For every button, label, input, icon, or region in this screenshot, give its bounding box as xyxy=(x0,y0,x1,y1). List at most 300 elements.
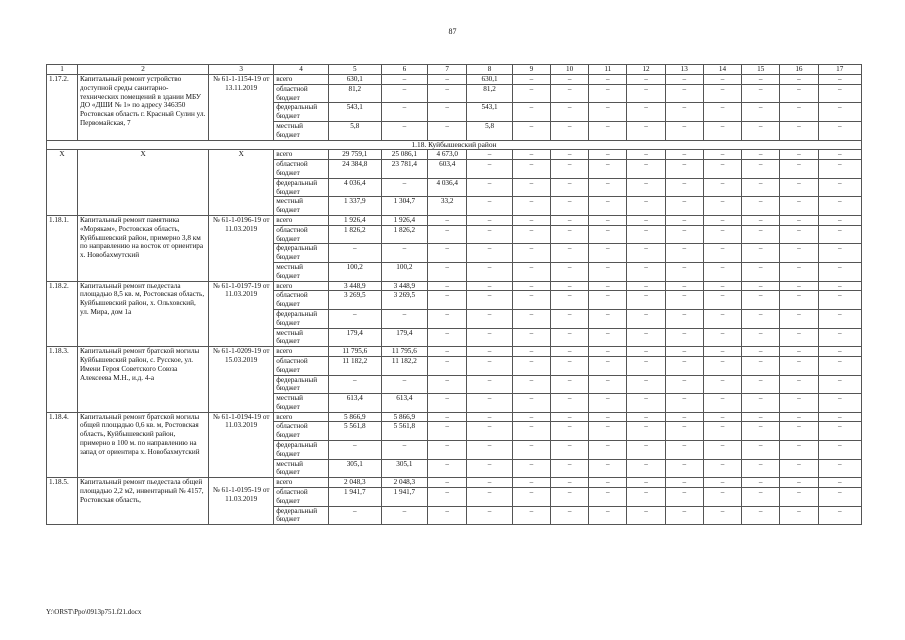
amount-cell: – xyxy=(665,488,703,507)
amount-cell: – xyxy=(589,150,627,160)
amount-cell: – xyxy=(467,309,512,328)
amount-cell: – xyxy=(467,375,512,394)
amount-cell: – xyxy=(703,394,741,413)
amount-cell: – xyxy=(512,215,550,225)
item-code: Х xyxy=(47,150,78,216)
amount-cell: – xyxy=(780,150,818,160)
object-name: Капитальный ремонт памятника «Морякам», Ростовская область, Куйбышевский район, примерно 3,8 км по направлению на восток от ориентира х. Новобахмутский xyxy=(77,215,208,281)
amount-cell: 2 048,3 xyxy=(328,478,381,488)
amount-cell: – xyxy=(512,441,550,460)
amount-cell: – xyxy=(780,244,818,263)
amount-cell: – xyxy=(467,412,512,422)
amount-cell: – xyxy=(627,178,665,197)
object-name: Капитальный ремонт братской могилы Куйбышевский район, с. Русское, ул. Имени Героя Советского Союза Алексеева М.Н., и.д. 4-а xyxy=(77,347,208,413)
amount-cell: – xyxy=(381,103,427,122)
amount-cell: – xyxy=(703,281,741,291)
amount-cell: – xyxy=(780,84,818,103)
amount-cell: 1 941,7 xyxy=(328,488,381,507)
amount-cell: – xyxy=(589,422,627,441)
amount-cell: – xyxy=(627,356,665,375)
amount-cell: – xyxy=(551,197,589,216)
amount-cell: – xyxy=(512,103,550,122)
amount-cell: – xyxy=(742,262,780,281)
amount-cell: 543,1 xyxy=(328,103,381,122)
amount-cell: – xyxy=(780,197,818,216)
expertise-conclusion: № 61-1-0195-19 от 11.03.2019 xyxy=(209,478,274,525)
amount-cell: – xyxy=(742,422,780,441)
amount-cell: – xyxy=(703,347,741,357)
amount-cell: – xyxy=(551,309,589,328)
page-number: 87 xyxy=(448,27,457,36)
funding-source: всего xyxy=(274,347,329,357)
amount-cell: – xyxy=(551,328,589,347)
amount-cell: 81,2 xyxy=(467,84,512,103)
amount-cell: – xyxy=(780,478,818,488)
amount-cell: – xyxy=(703,262,741,281)
amount-cell: – xyxy=(428,441,467,460)
amount-cell: 3 269,5 xyxy=(328,291,381,310)
amount-cell: – xyxy=(512,121,550,140)
table-row xyxy=(47,478,862,488)
amount-cell: – xyxy=(818,347,861,357)
amount-cell: – xyxy=(742,459,780,478)
amount-cell: – xyxy=(780,291,818,310)
amount-cell: – xyxy=(665,441,703,460)
amount-cell: – xyxy=(665,422,703,441)
amount-cell: – xyxy=(703,178,741,197)
amount-cell: – xyxy=(665,215,703,225)
item-code: 1.18.3. xyxy=(47,347,78,413)
amount-cell: – xyxy=(703,441,741,460)
item-code: 1.18.1. xyxy=(47,215,78,281)
amount-cell: – xyxy=(428,225,467,244)
amount-cell: – xyxy=(818,488,861,507)
amount-cell: – xyxy=(665,506,703,525)
amount-cell: – xyxy=(551,225,589,244)
funding-source: областной бюджет xyxy=(274,488,329,507)
column-number: 12 xyxy=(627,65,665,75)
amount-cell: 603,4 xyxy=(428,160,467,179)
expertise-conclusion: № 61-1-0194-19 от 11.03.2019 xyxy=(209,412,274,478)
amount-cell: – xyxy=(467,356,512,375)
amount-cell: – xyxy=(467,244,512,263)
amount-cell: – xyxy=(381,441,427,460)
amount-cell: – xyxy=(627,150,665,160)
amount-cell: – xyxy=(428,412,467,422)
amount-cell: – xyxy=(703,412,741,422)
amount-cell: – xyxy=(627,422,665,441)
amount-cell: – xyxy=(381,75,427,85)
amount-cell: – xyxy=(428,478,467,488)
amount-cell: – xyxy=(428,75,467,85)
amount-cell: – xyxy=(780,356,818,375)
amount-cell: – xyxy=(428,244,467,263)
item-code: 1.17.2. xyxy=(47,75,78,141)
amount-cell: 5 866,9 xyxy=(381,412,427,422)
amount-cell: – xyxy=(428,488,467,507)
funding-source: областной бюджет xyxy=(274,291,329,310)
amount-cell: 4 036,4 xyxy=(328,178,381,197)
amount-cell: – xyxy=(627,84,665,103)
funding-source: федеральный бюджет xyxy=(274,309,329,328)
amount-cell: 630,1 xyxy=(328,75,381,85)
amount-cell: – xyxy=(328,375,381,394)
amount-cell: – xyxy=(589,356,627,375)
column-number: 1 xyxy=(47,65,78,75)
amount-cell: – xyxy=(551,291,589,310)
amount-cell: – xyxy=(428,375,467,394)
amount-cell: 1 337,9 xyxy=(328,197,381,216)
column-number: 8 xyxy=(467,65,512,75)
amount-cell: – xyxy=(589,291,627,310)
amount-cell: – xyxy=(665,75,703,85)
amount-cell: – xyxy=(780,103,818,122)
amount-cell: – xyxy=(467,422,512,441)
amount-cell: – xyxy=(703,103,741,122)
amount-cell: – xyxy=(512,422,550,441)
amount-cell: – xyxy=(467,459,512,478)
amount-cell: 630,1 xyxy=(467,75,512,85)
amount-cell: – xyxy=(665,84,703,103)
amount-cell: – xyxy=(742,121,780,140)
amount-cell: – xyxy=(428,262,467,281)
funding-source: областной бюджет xyxy=(274,84,329,103)
amount-cell: – xyxy=(665,347,703,357)
amount-cell: – xyxy=(512,347,550,357)
amount-cell: – xyxy=(328,309,381,328)
amount-cell: – xyxy=(703,506,741,525)
amount-cell: 100,2 xyxy=(328,262,381,281)
column-number: 13 xyxy=(665,65,703,75)
amount-cell: – xyxy=(665,394,703,413)
funding-source: федеральный бюджет xyxy=(274,103,329,122)
funding-source: всего xyxy=(274,478,329,488)
amount-cell: – xyxy=(589,103,627,122)
amount-cell: – xyxy=(742,103,780,122)
amount-cell: – xyxy=(428,103,467,122)
amount-cell: – xyxy=(780,121,818,140)
amount-cell: – xyxy=(512,75,550,85)
amount-cell: – xyxy=(512,262,550,281)
amount-cell: – xyxy=(703,356,741,375)
amount-cell: – xyxy=(428,291,467,310)
amount-cell: – xyxy=(780,262,818,281)
amount-cell: – xyxy=(780,160,818,179)
funding-source: местный бюджет xyxy=(274,394,329,413)
amount-cell: – xyxy=(742,412,780,422)
amount-cell: – xyxy=(589,225,627,244)
amount-cell: – xyxy=(512,506,550,525)
amount-cell: 1 926,4 xyxy=(381,215,427,225)
table-row xyxy=(47,150,862,160)
amount-cell: – xyxy=(381,121,427,140)
amount-cell: – xyxy=(818,178,861,197)
amount-cell: – xyxy=(589,347,627,357)
amount-cell: 1 926,4 xyxy=(328,215,381,225)
amount-cell: – xyxy=(703,309,741,328)
table-row xyxy=(47,215,862,225)
amount-cell: – xyxy=(665,281,703,291)
object-name: Капитальный ремонт братской могилы общей площадью 0,6 кв. м, Ростовская область, Куйбышевский район, примерно в 100 м. по направлению на запад от ориентира х. Новобахмутский xyxy=(77,412,208,478)
amount-cell: – xyxy=(551,459,589,478)
amount-cell: – xyxy=(428,328,467,347)
amount-cell: 5,8 xyxy=(328,121,381,140)
amount-cell: – xyxy=(818,506,861,525)
amount-cell: – xyxy=(551,244,589,263)
amount-cell: – xyxy=(589,459,627,478)
amount-cell: 3 269,5 xyxy=(381,291,427,310)
amount-cell: – xyxy=(428,506,467,525)
section-row xyxy=(47,140,862,150)
funding-source: федеральный бюджет xyxy=(274,244,329,263)
funding-source: всего xyxy=(274,75,329,85)
amount-cell: 25 086,1 xyxy=(381,150,427,160)
amount-cell: – xyxy=(589,244,627,263)
amount-cell: – xyxy=(742,225,780,244)
amount-cell: – xyxy=(627,347,665,357)
amount-cell: – xyxy=(589,412,627,422)
amount-cell: – xyxy=(780,488,818,507)
object-name: Капитальный ремонт устройство доступной среды санитарно-технических помещений в здании МБУ ДО «ДШИ № 1» по адресу 346350 Ростовская область г. Красный Сулин ул. Первомайская, 7 xyxy=(77,75,208,141)
expertise-conclusion: Х xyxy=(209,150,274,216)
amount-cell: – xyxy=(551,356,589,375)
amount-cell: 24 384,8 xyxy=(328,160,381,179)
amount-cell: – xyxy=(703,121,741,140)
amount-cell: – xyxy=(627,215,665,225)
amount-cell: – xyxy=(665,160,703,179)
funding-source: местный бюджет xyxy=(274,197,329,216)
amount-cell: – xyxy=(467,262,512,281)
amount-cell: – xyxy=(665,309,703,328)
amount-cell: – xyxy=(467,150,512,160)
column-number: 2 xyxy=(77,65,208,75)
amount-cell: 11 795,6 xyxy=(328,347,381,357)
amount-cell: – xyxy=(780,225,818,244)
amount-cell: – xyxy=(818,160,861,179)
amount-cell: – xyxy=(589,84,627,103)
amount-cell: – xyxy=(742,197,780,216)
amount-cell: – xyxy=(467,215,512,225)
funding-source: местный бюджет xyxy=(274,121,329,140)
table-row xyxy=(47,412,862,422)
amount-cell: – xyxy=(665,262,703,281)
amount-cell: – xyxy=(428,347,467,357)
amount-cell: – xyxy=(742,150,780,160)
funding-source: всего xyxy=(274,412,329,422)
amount-cell: – xyxy=(818,394,861,413)
amount-cell: – xyxy=(589,160,627,179)
table-row xyxy=(47,281,862,291)
amount-cell: – xyxy=(818,262,861,281)
amount-cell: – xyxy=(818,412,861,422)
column-number: 9 xyxy=(512,65,550,75)
amount-cell: – xyxy=(512,281,550,291)
amount-cell: – xyxy=(742,309,780,328)
amount-cell: 613,4 xyxy=(328,394,381,413)
amount-cell: – xyxy=(627,375,665,394)
amount-cell: – xyxy=(665,291,703,310)
amount-cell: – xyxy=(703,328,741,347)
amount-cell: – xyxy=(627,197,665,216)
object-name: Капитальный ремонт пьедестала площадью 8,5 кв. м, Ростовская область, Куйбышевский район, х. Ольховский, ул. Мира, дом 1а xyxy=(77,281,208,347)
amount-cell: – xyxy=(467,347,512,357)
expertise-conclusion: № 61-1-1154-19 от 13.11.2019 xyxy=(209,75,274,141)
amount-cell: – xyxy=(742,356,780,375)
amount-cell: 1 941,7 xyxy=(381,488,427,507)
amount-cell: – xyxy=(627,103,665,122)
amount-cell: – xyxy=(780,281,818,291)
amount-cell: – xyxy=(703,160,741,179)
funding-source: областной бюджет xyxy=(274,160,329,179)
amount-cell: – xyxy=(467,197,512,216)
amount-cell: – xyxy=(627,488,665,507)
amount-cell: 4 036,4 xyxy=(428,178,467,197)
amount-cell: – xyxy=(428,281,467,291)
funding-source: местный бюджет xyxy=(274,459,329,478)
column-number: 6 xyxy=(381,65,427,75)
amount-cell: – xyxy=(818,197,861,216)
amount-cell: – xyxy=(381,84,427,103)
amount-cell: – xyxy=(381,244,427,263)
amount-cell: 305,1 xyxy=(381,459,427,478)
amount-cell: – xyxy=(627,160,665,179)
amount-cell: – xyxy=(780,347,818,357)
amount-cell: – xyxy=(589,75,627,85)
amount-cell: – xyxy=(665,375,703,394)
amount-cell: – xyxy=(551,347,589,357)
footer-file-path: Y:\ORST\Ppo\0913p751.f21.docx xyxy=(46,608,142,616)
amount-cell: – xyxy=(627,412,665,422)
amount-cell: – xyxy=(627,281,665,291)
amount-cell: – xyxy=(627,459,665,478)
amount-cell: 179,4 xyxy=(381,328,427,347)
column-number: 7 xyxy=(428,65,467,75)
amount-cell: – xyxy=(512,412,550,422)
amount-cell: – xyxy=(665,178,703,197)
amount-cell: – xyxy=(551,150,589,160)
amount-cell: – xyxy=(551,160,589,179)
amount-cell: 4 673,0 xyxy=(428,150,467,160)
amount-cell: – xyxy=(818,375,861,394)
amount-cell: – xyxy=(589,478,627,488)
column-number: 16 xyxy=(780,65,818,75)
amount-cell: 29 759,1 xyxy=(328,150,381,160)
amount-cell: – xyxy=(381,309,427,328)
amount-cell: – xyxy=(589,328,627,347)
amount-cell: – xyxy=(703,215,741,225)
amount-cell: – xyxy=(467,328,512,347)
amount-cell: – xyxy=(467,291,512,310)
amount-cell: – xyxy=(551,103,589,122)
amount-cell: – xyxy=(328,244,381,263)
amount-cell: – xyxy=(780,412,818,422)
expertise-conclusion: № 61-1-0197-19 от 11.03.2019 xyxy=(209,281,274,347)
column-number-row xyxy=(47,65,862,75)
amount-cell: – xyxy=(780,328,818,347)
column-number: 17 xyxy=(818,65,861,75)
amount-cell: 23 781,4 xyxy=(381,160,427,179)
amount-cell: – xyxy=(381,178,427,197)
amount-cell: – xyxy=(742,75,780,85)
amount-cell: – xyxy=(551,281,589,291)
amount-cell: – xyxy=(551,121,589,140)
amount-cell: – xyxy=(551,478,589,488)
funding-source: областной бюджет xyxy=(274,225,329,244)
funding-source: федеральный бюджет xyxy=(274,441,329,460)
amount-cell: – xyxy=(551,215,589,225)
amount-cell: 11 182,2 xyxy=(381,356,427,375)
amount-cell: – xyxy=(589,506,627,525)
amount-cell: – xyxy=(780,75,818,85)
amount-cell: – xyxy=(512,178,550,197)
amount-cell: – xyxy=(551,422,589,441)
amount-cell: – xyxy=(512,84,550,103)
amount-cell: – xyxy=(428,394,467,413)
amount-cell: – xyxy=(512,328,550,347)
amount-cell: – xyxy=(665,478,703,488)
amount-cell: – xyxy=(742,506,780,525)
amount-cell: – xyxy=(589,197,627,216)
column-number: 3 xyxy=(209,65,274,75)
amount-cell: – xyxy=(428,84,467,103)
amount-cell: – xyxy=(703,84,741,103)
amount-cell: – xyxy=(589,262,627,281)
amount-cell: – xyxy=(589,441,627,460)
amount-cell: – xyxy=(780,422,818,441)
amount-cell: – xyxy=(703,244,741,263)
amount-cell: – xyxy=(512,150,550,160)
amount-cell: – xyxy=(589,121,627,140)
amount-cell: – xyxy=(703,225,741,244)
item-code: 1.18.2. xyxy=(47,281,78,347)
amount-cell: – xyxy=(467,178,512,197)
column-number: 14 xyxy=(703,65,741,75)
expertise-conclusion: № 61-1-0196-19 от 11.03.2019 xyxy=(209,215,274,281)
amount-cell: – xyxy=(742,281,780,291)
amount-cell: – xyxy=(467,281,512,291)
amount-cell: – xyxy=(665,197,703,216)
amount-cell: – xyxy=(627,75,665,85)
amount-cell: – xyxy=(428,215,467,225)
amount-cell: 543,1 xyxy=(467,103,512,122)
funding-source: федеральный бюджет xyxy=(274,506,329,525)
amount-cell: – xyxy=(742,84,780,103)
amount-cell: – xyxy=(551,506,589,525)
amount-cell: – xyxy=(665,103,703,122)
amount-cell: 5 866,9 xyxy=(328,412,381,422)
column-number: 15 xyxy=(742,65,780,75)
amount-cell: – xyxy=(742,375,780,394)
amount-cell: 179,4 xyxy=(328,328,381,347)
amount-cell: – xyxy=(742,347,780,357)
amount-cell: – xyxy=(627,291,665,310)
amount-cell: – xyxy=(627,244,665,263)
amount-cell: – xyxy=(589,281,627,291)
amount-cell: – xyxy=(818,281,861,291)
amount-cell: – xyxy=(665,412,703,422)
amount-cell: – xyxy=(780,394,818,413)
amount-cell: – xyxy=(589,394,627,413)
amount-cell: – xyxy=(512,291,550,310)
amount-cell: – xyxy=(818,459,861,478)
amount-cell: – xyxy=(512,478,550,488)
amount-cell: – xyxy=(818,103,861,122)
amount-cell: – xyxy=(551,375,589,394)
amount-cell: 613,4 xyxy=(381,394,427,413)
amount-cell: 81,2 xyxy=(328,84,381,103)
amount-cell: – xyxy=(381,506,427,525)
amount-cell: – xyxy=(589,309,627,328)
